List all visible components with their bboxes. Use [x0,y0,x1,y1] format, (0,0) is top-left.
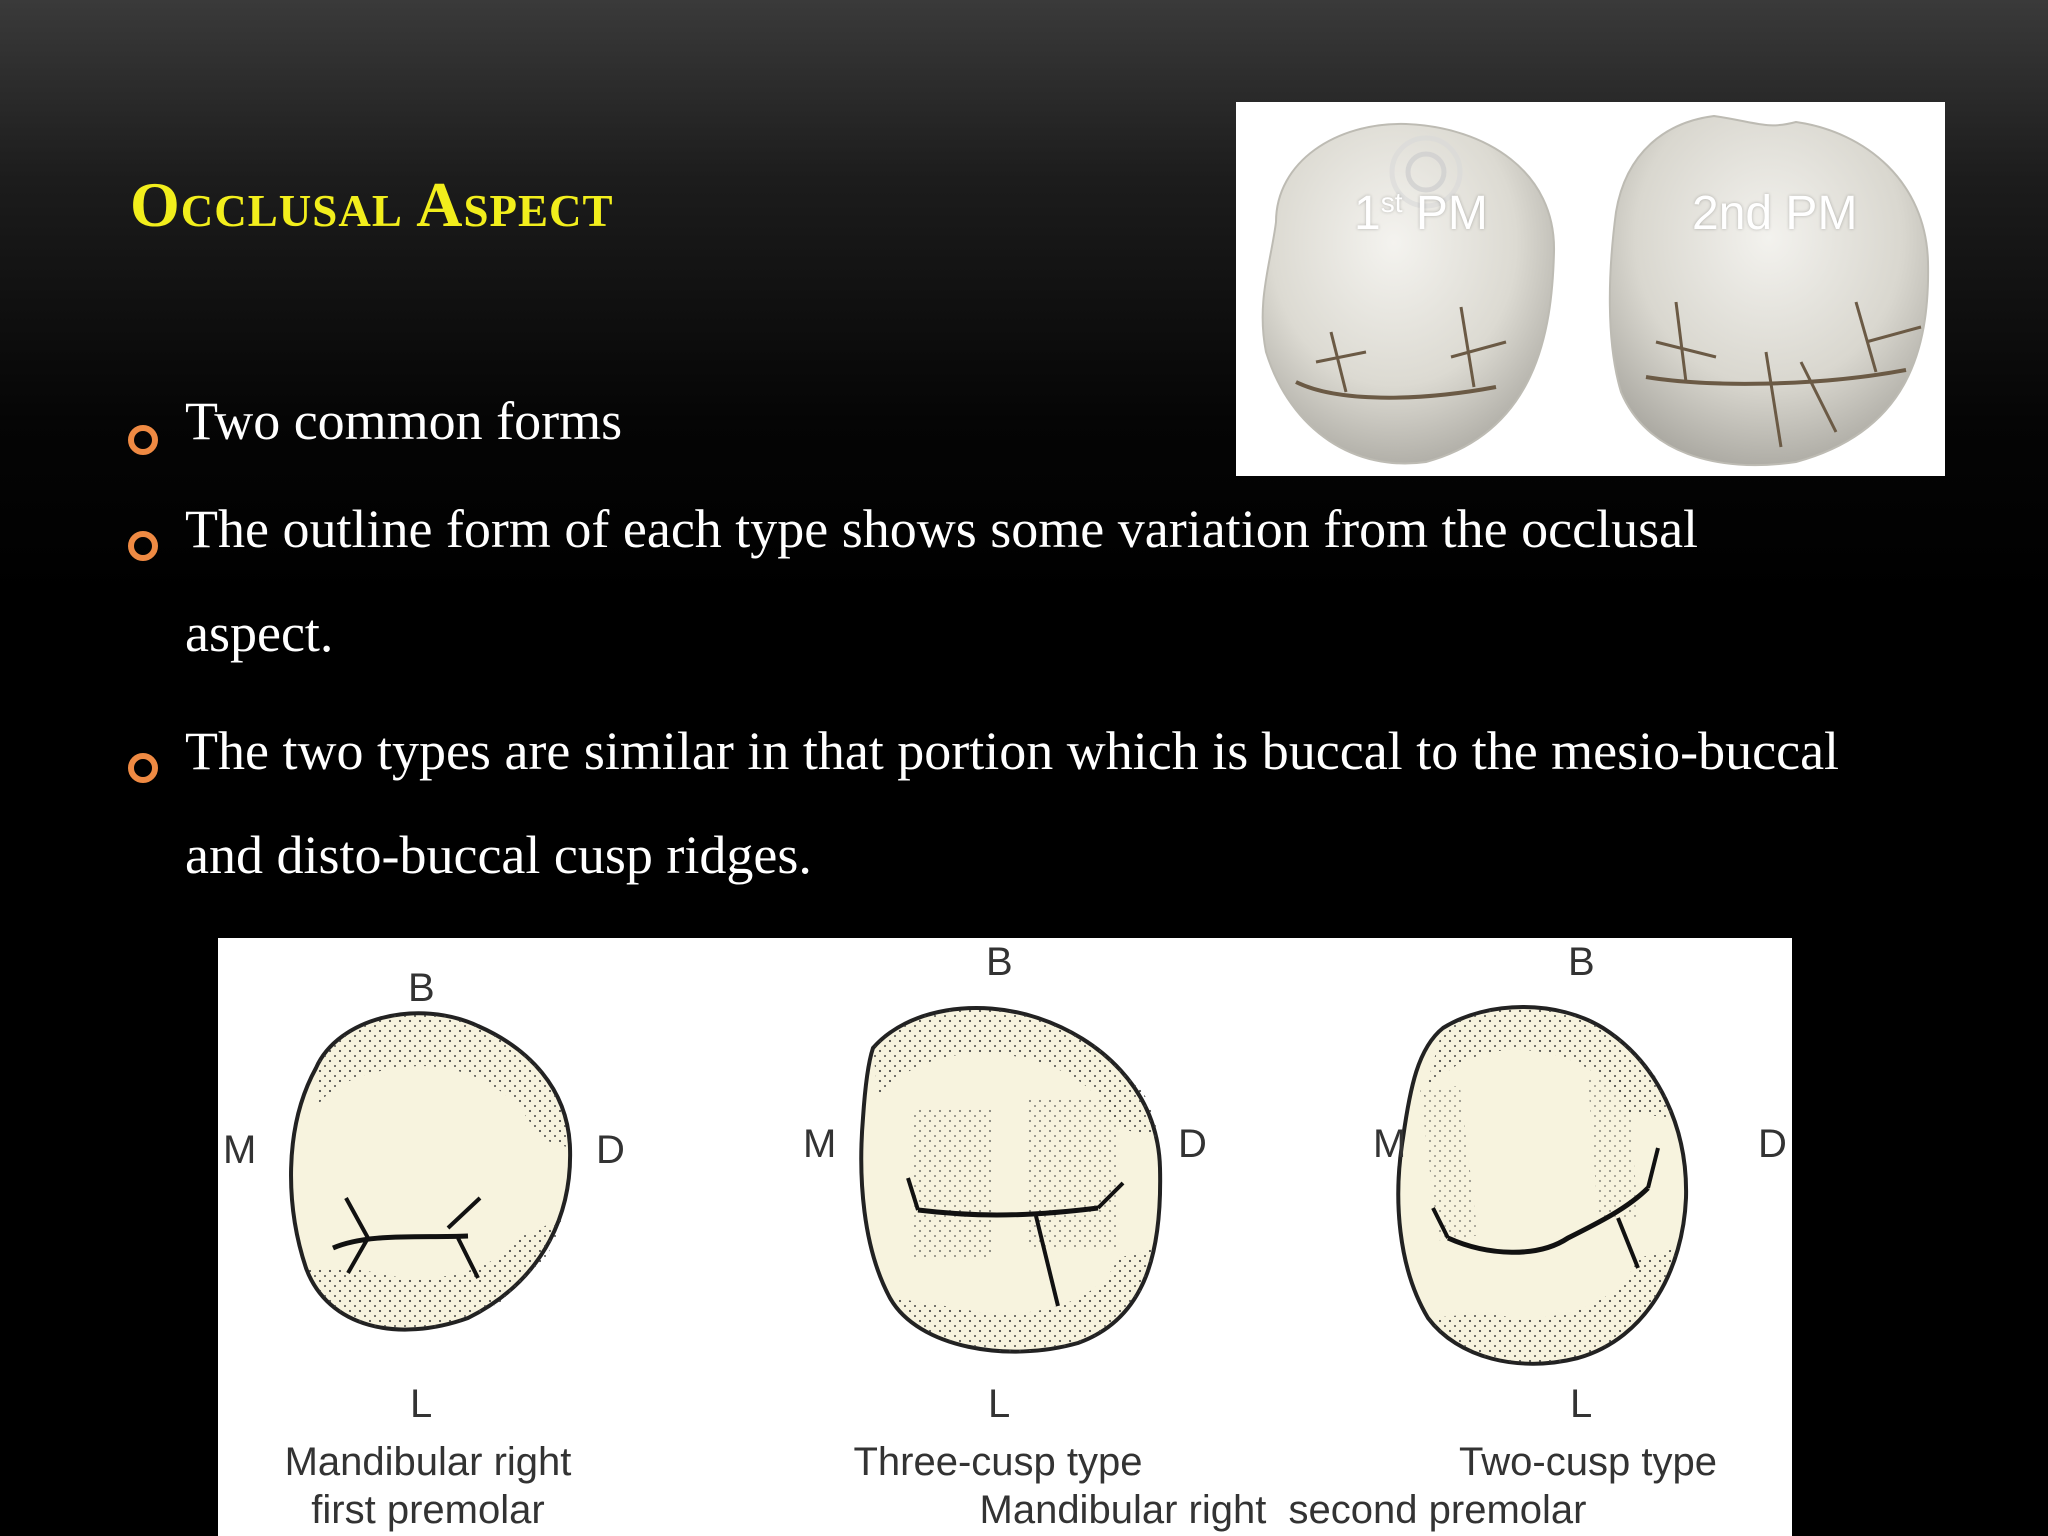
buccal-label: B [986,940,1013,984]
second-premolar-photo-label: 2nd PM [1692,187,1858,240]
premolar-diagram [218,938,1792,1536]
slide-title: Occlusal Aspect [130,169,614,240]
first-premolar-drawing [291,1013,570,1329]
bullet-text-continued: aspect. [185,603,334,663]
caption-line: Mandibular right [284,1440,572,1484]
two-cusp-drawing [1398,1007,1686,1364]
distal-label: D [1758,1122,1787,1166]
bullet-text-continued: and disto-buccal cusp ridges. [185,825,812,885]
three-cusp-caption: Three-cusp type [853,1440,1143,1484]
buccal-label: B [408,966,435,1010]
lingual-label: L [1570,1382,1593,1426]
bullet-text: The two types are similar in that portion which is buccal to the mesio-buccal [185,721,1840,781]
first-premolar-label-number: 1 [1354,187,1381,240]
distal-label: D [1178,1122,1207,1166]
distal-label: D [596,1128,625,1172]
premolar-photo-image [1236,102,1945,476]
three-cusp-drawing [861,1008,1160,1352]
bullet-text: The outline form of each type shows some variation from the occlusal [185,499,1699,559]
bullet-circle-icon [128,753,158,783]
bullet-circle-icon [128,425,158,455]
bullet-circle-icon [128,531,158,561]
two-cusp-caption: Two-cusp type [1459,1440,1717,1484]
first-premolar-label-text: PM [1415,187,1488,240]
mesial-label: M [803,1122,837,1166]
lingual-label: L [988,1382,1011,1426]
premolar-photo [1236,102,1945,476]
first-premolar-label-superscript: st [1380,187,1403,218]
buccal-label: B [1568,940,1595,984]
mesial-label: M [223,1128,257,1172]
first-premolar-caption [258,1438,598,1534]
lingual-label: L [410,1382,433,1426]
bullet-text: Two common forms [185,391,623,451]
first-premolar-photo-label [1354,186,1488,241]
caption-line: first premolar [311,1488,545,1532]
second-premolar-caption: Mandibular right second premolar [979,1488,1587,1532]
mesial-label: M [1373,1122,1407,1166]
